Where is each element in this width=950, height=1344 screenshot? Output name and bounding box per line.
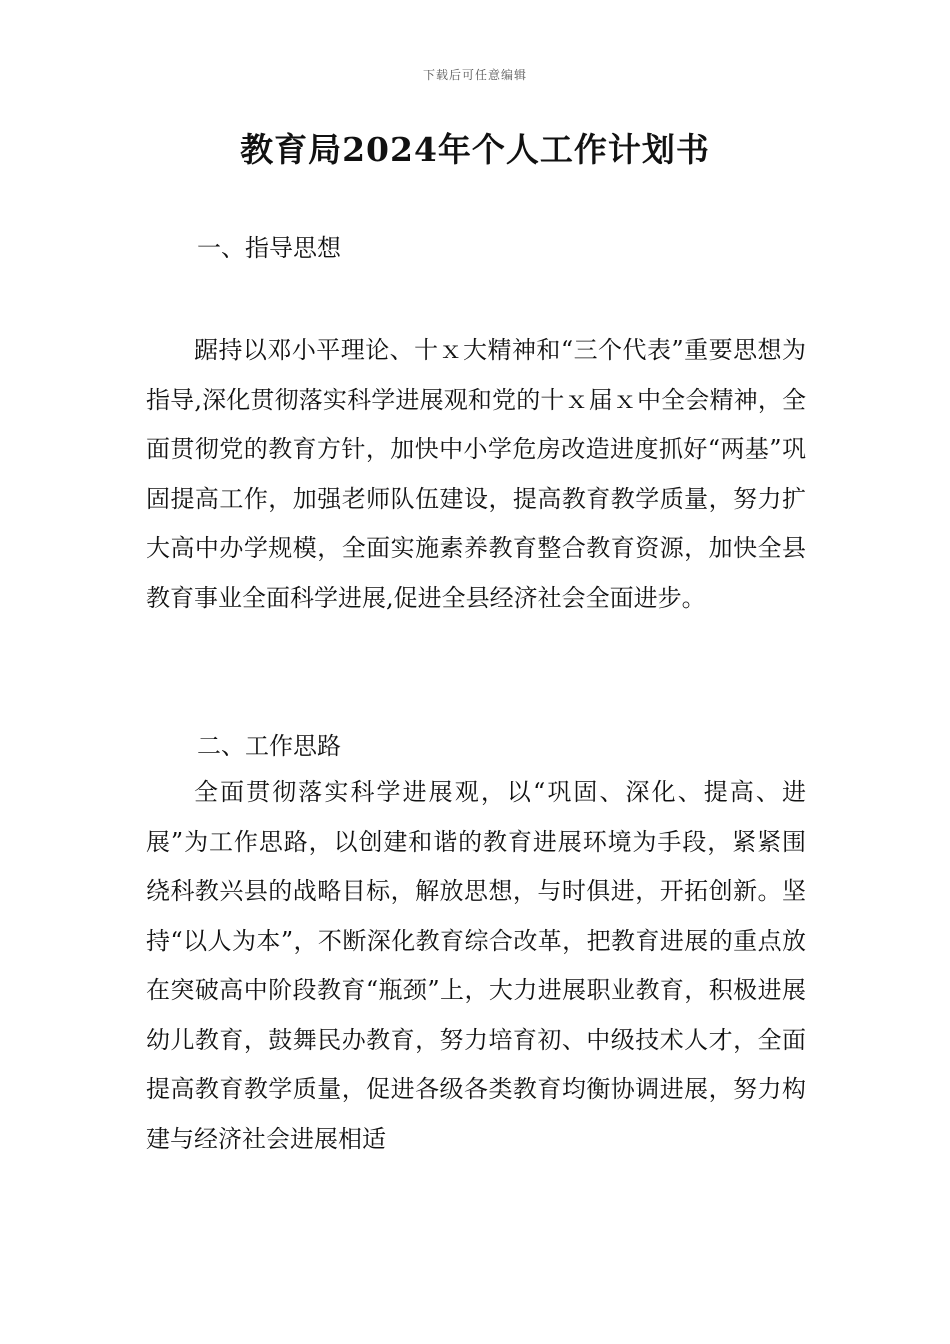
section-paragraph-work-approach: 全面贯彻落实科学进展观，以“巩固、深化、提高、进展”为工作思路，以创建和谐的教育进展环境为手段，紧紧围绕科教兴县的战略目标，解放思想，与时俱进，开拓创新。坚持“以人为本”，不断深化教育综合改革，把教育进展的重点放在突破高中阶段教育“瓶颈”上，大力进展职业教育，积极进展幼儿教育，鼓舞民办教育，努力培育初、中级技术人才，全面提高教育教学质量，促进各级各类教育均衡协调进展，努力构建与经济社会进展相适 bbox=[146, 778, 806, 1153]
section-heading-work-approach: 二、工作思路 bbox=[197, 732, 341, 760]
document-title: 教育局2024年个人工作计划书 bbox=[240, 130, 710, 169]
header-note: 下载后可任意编辑 bbox=[422, 68, 527, 82]
section-heading-guiding-ideology: 一、指导思想 bbox=[197, 234, 341, 262]
section-paragraph-guiding-ideology: 踞持以邓小平理论、十ｘ大精神和“三个代表”重要思想为指导,深化贯彻落实科学进展观和党的十ｘ届ｘ中全会精神，全面贯彻党的教育方针，加快中小学危房改造进度抓好“两基”巩固提高工作，加强老师队伍建设，提高教育教学质量，努力扩大高中办学规模，全面实施素养教育整合教育资源，加快全县教育事业全面科学进展,促进全县经济社会全面进步。 bbox=[146, 336, 806, 612]
